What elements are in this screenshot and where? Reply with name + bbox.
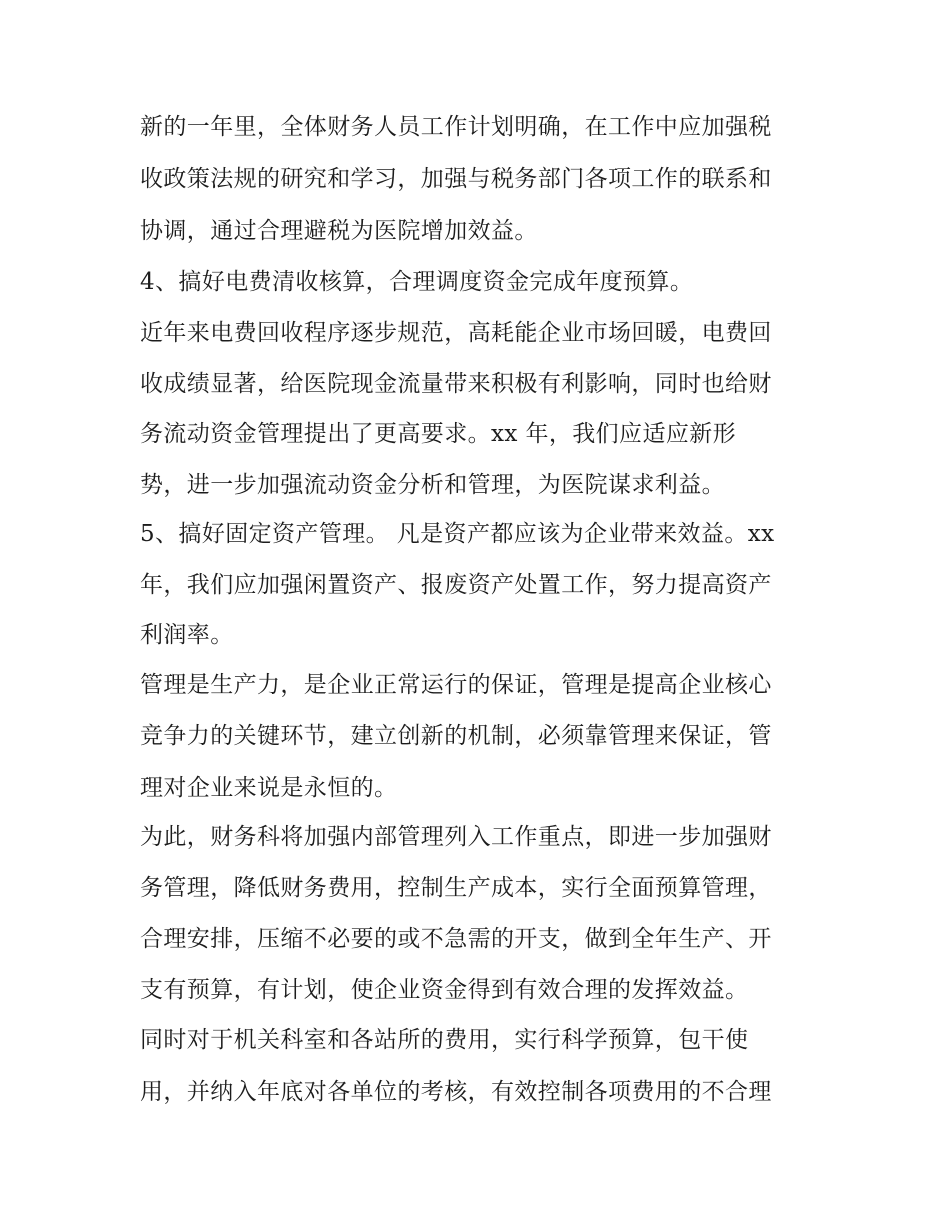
text-line: 务流动资金管理提出了更高要求。xx 年，我们应适应新形 [140,421,737,447]
text-line: 理对企业来说是永恒的。 [140,775,398,801]
text-line: 竞争力的关键环节，建立创新的机制，必须靠管理来保证，管 [140,723,772,749]
text-line: 年，我们应加强闲置资产、报废资产处置工作，努力提高资产 [140,572,772,598]
text-line: 4、搞好电费清收核算，合理调度资金完成年度预算。 [140,269,694,295]
text-line: 新的一年里，全体财务人员工作计划明确，在工作中应加强税 [140,114,772,140]
text-line: 合理安排，压缩不必要的或不急需的开支，做到全年生产、开 [140,926,772,952]
text-line: 收政策法规的研究和学习，加强与税务部门各项工作的联系和 [140,166,772,192]
text-line: 收成绩显著，给医院现金流量带来积极有利影响，同时也给财 [140,371,772,397]
text-line: 近年来电费回收程序逐步规范，高耗能企业市场回暖，电费回 [140,320,772,346]
text-line: 5、搞好固定资产管理。 凡是资产都应该为企业带来效益。xx [140,521,775,547]
text-line: 管理是生产力，是企业正常运行的保证，管理是提高企业核心 [140,672,772,698]
text-line: 势，进一步加强流动资金分析和管理，为医院谋求利益。 [140,472,725,498]
text-line: 用，并纳入年底对各单位的考核，有效控制各项费用的不合理 [140,1079,772,1105]
text-line: 支有预算，有计划，使企业资金得到有效合理的发挥效益。 [140,977,749,1003]
text-line: 务管理，降低财务费用，控制生产成本，实行全面预算管理， [140,875,772,901]
text-line: 同时对于机关科室和各站所的费用，实行科学预算，包干使 [140,1027,749,1053]
text-line: 利润率。 [140,622,234,648]
text-line: 为此，财务科将加强内部管理列入工作重点，即进一步加强财 [140,824,772,850]
text-line: 协调，通过合理避税为医院增加效益。 [140,218,538,244]
